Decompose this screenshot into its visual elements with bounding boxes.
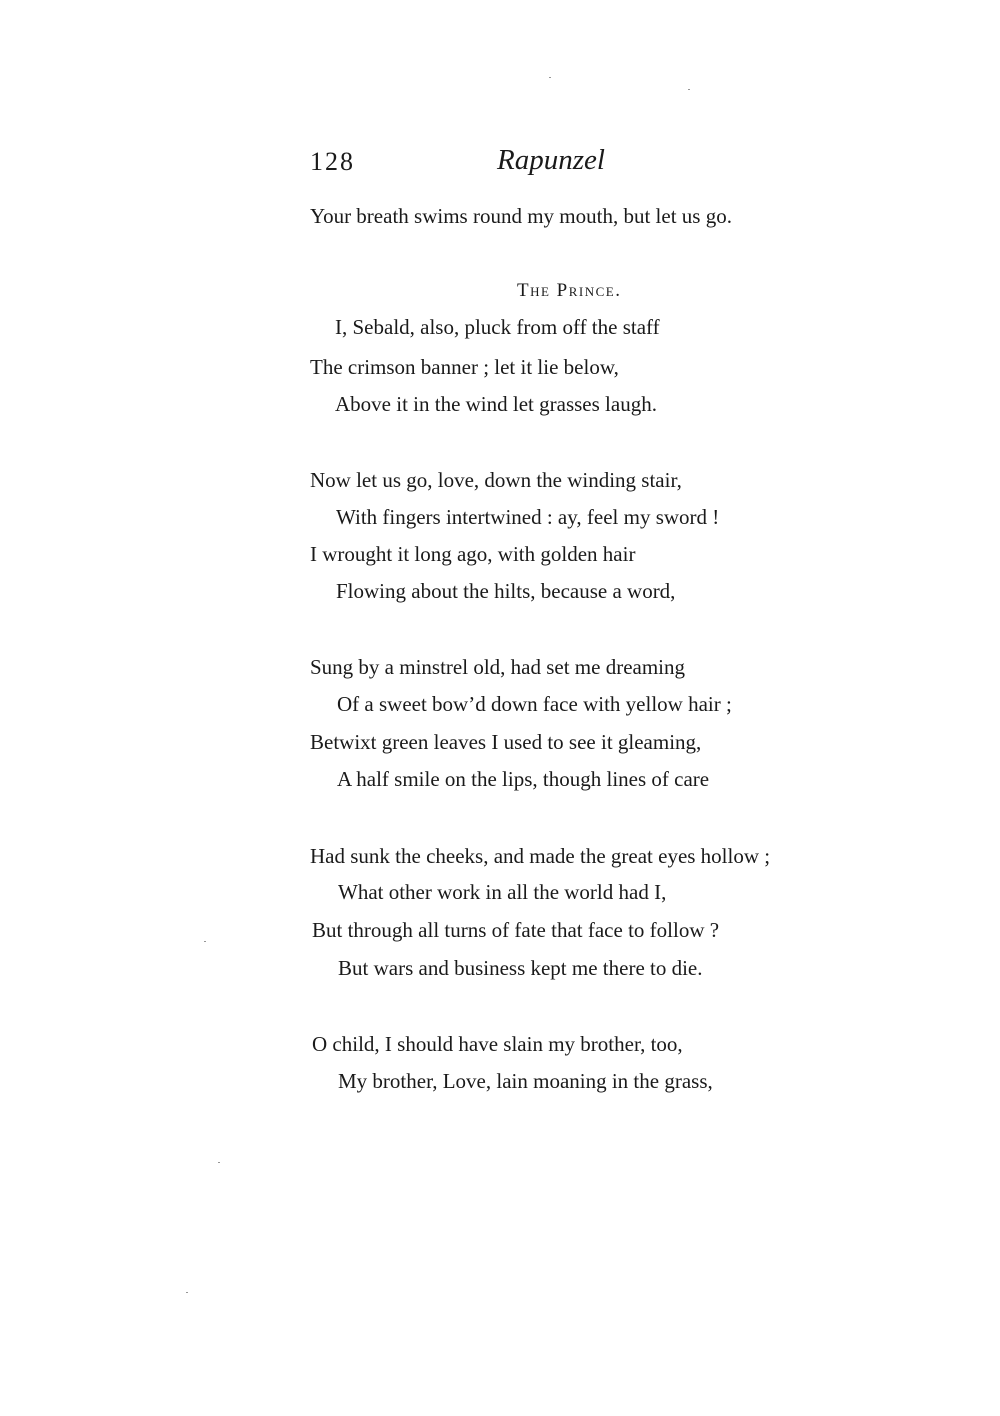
poem-line: But through all turns of fate that face to follow ? [312, 918, 720, 942]
poem-line: A half smile on the lips, though lines of care [337, 767, 710, 791]
running-title: Rapunzel [497, 144, 605, 176]
poem-line: But wars and business kept me there to die. [338, 956, 703, 980]
scan-speck [218, 1162, 220, 1163]
scan-speck [204, 941, 206, 942]
poem-line: With fingers intertwined : ay, feel my sword ! [336, 505, 720, 529]
poem-line: Your breath swims round my mouth, but let us go. [310, 204, 732, 228]
scan-speck [186, 1292, 188, 1293]
poem-line: Now let us go, love, down the winding stair, [310, 468, 682, 492]
poem-line: Sung by a minstrel old, had set me dreaming [310, 655, 686, 679]
speaker-heading: The Prince. [517, 280, 622, 301]
poem-line: I, Sebald, also, pluck from off the staff [335, 315, 660, 339]
poem-line: Flowing about the hilts, because a word, [336, 579, 676, 603]
scan-speck [688, 89, 690, 90]
poem-line: The crimson banner ; let it lie below, [310, 355, 619, 379]
poem-line: I wrought it long ago, with golden hair [310, 542, 636, 566]
poem-line: Had sunk the cheeks, and made the great eyes hollow ; [310, 844, 771, 868]
scan-speck [549, 77, 551, 78]
page-number: 128 [310, 147, 355, 176]
poem-line: My brother, Love, lain moaning in the grass, [338, 1069, 713, 1093]
poem-line: Above it in the wind let grasses laugh. [335, 392, 657, 416]
poem-line: What other work in all the world had I, [338, 880, 667, 904]
poem-line: Betwixt green leaves I used to see it gleaming, [310, 730, 702, 754]
poem-line: O child, I should have slain my brother, too, [312, 1032, 683, 1056]
poem-line: Of a sweet bow’d down face with yellow hair ; [337, 692, 732, 716]
